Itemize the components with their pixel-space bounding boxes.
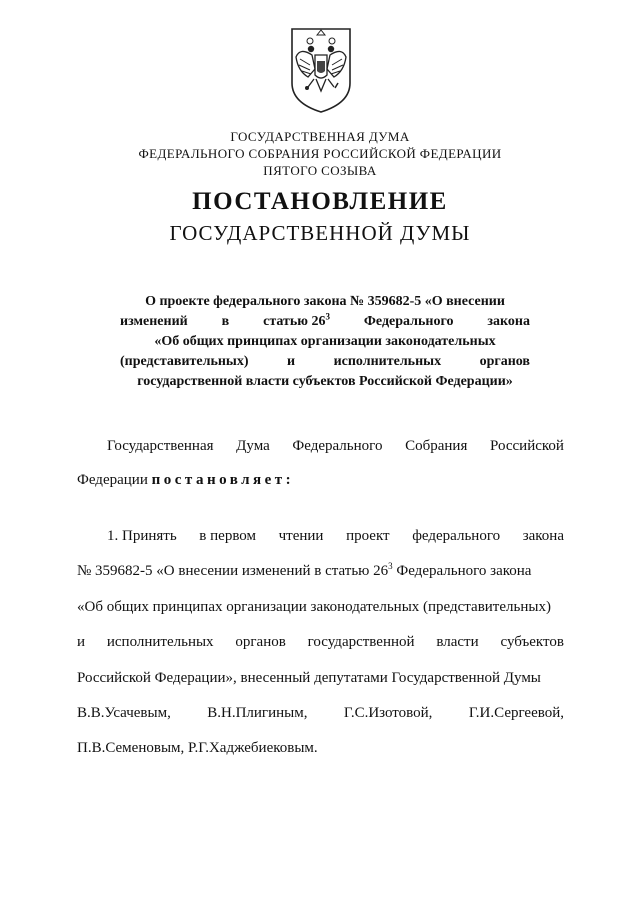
body-word: Российской: [490, 438, 564, 454]
body-word: исполнительных: [106, 634, 214, 650]
item-line: [77, 632, 564, 652]
resolves-word: постановляет:: [151, 472, 295, 488]
subject-word: статью $26^3$: [263, 311, 330, 329]
subject-word: Федерального: [363, 314, 454, 329]
subject-word: исполнительных: [333, 354, 442, 369]
subject-word: изменений: [120, 314, 188, 329]
subject-line: О проекте федерального закона № 359682-5 «О внесении: [145, 294, 505, 309]
body-word: Государственная: [107, 438, 214, 454]
subject-word: в: [221, 314, 230, 329]
body-word: В.Н.Плигиным,: [207, 705, 308, 721]
body-word: субъектов: [500, 634, 564, 650]
body-word: государственной: [307, 634, 415, 650]
item-line: П.В.Семеновым, Р.Г.Хаджебиековым.: [77, 740, 318, 756]
item-line: Российской Федерации», внесенный депутатами Государственной Думы: [77, 670, 541, 686]
body-word: Федерации: [77, 472, 148, 488]
subject-word: (представительных): [120, 354, 249, 369]
subject-word: органов: [479, 354, 530, 369]
issuer-header: [0, 128, 640, 179]
body-word: власти: [436, 634, 479, 650]
body-word: Г.И.Сергеевой,: [468, 705, 564, 721]
subject-line: «Об общих принципах организации законодательных: [154, 334, 496, 349]
body-word: проект: [346, 528, 390, 544]
body-word: чтении: [278, 528, 324, 544]
subject-word: закона: [487, 314, 530, 329]
subject-heading: [120, 292, 530, 392]
body-word: и: [77, 634, 86, 650]
header-line: ФЕДЕРАЛЬНОГО СОБРАНИЯ РОССИЙСКОЙ ФЕДЕРАЦИИ: [138, 146, 502, 161]
subject-line: государственной власти субъектов Российской Федерации»: [137, 374, 513, 389]
item-line: [77, 703, 564, 723]
subject-word: и: [287, 354, 296, 369]
body-word: федерального: [412, 528, 501, 544]
item-line: [107, 526, 564, 546]
subject-line: [120, 352, 530, 372]
preamble-line: [107, 436, 564, 456]
item-line: «Об общих принципах организации законодательных (представительных): [77, 599, 551, 615]
header-line: ПЯТОГО СОЗЫВА: [263, 163, 377, 178]
header-line: ГОСУДАРСТВЕННАЯ ДУМА: [230, 129, 410, 144]
body-word: в первом: [199, 528, 257, 544]
coat-of-arms-icon: [288, 25, 354, 115]
document-subtitle: ГОСУДАРСТВЕННОЙ ДУМЫ: [169, 221, 471, 245]
item-line: № 359682-5 «О внесении изменений в статью $26^3$ Федерального закона: [77, 561, 532, 579]
body-word: закона: [522, 528, 564, 544]
body-word: Федерального: [292, 438, 383, 454]
preamble-line: [77, 470, 564, 490]
document-title: ПОСТАНОВЛЕНИЕ: [192, 188, 448, 215]
body-word: Собрания: [405, 438, 468, 454]
body-word: органов: [235, 634, 286, 650]
body-word: 1. Принять: [107, 528, 177, 544]
body-word: Дума: [236, 438, 270, 454]
subject-line: [120, 312, 530, 332]
body-word: В.В.Усачевым,: [77, 705, 171, 721]
body-word: Г.С.Изотовой,: [343, 705, 433, 721]
